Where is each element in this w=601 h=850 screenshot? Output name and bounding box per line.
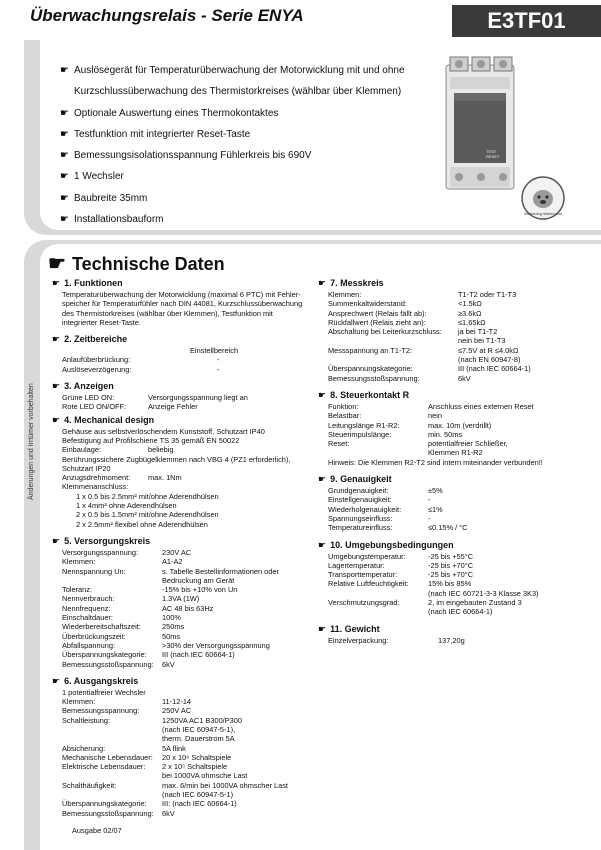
- pointing-hand-icon: ☛: [52, 414, 61, 425]
- section-heading: ☛ 1. Funktionen: [52, 278, 123, 288]
- section-heading: ☛ 6. Ausgangskreis: [52, 675, 139, 686]
- feature-text: Baubreite 35mm: [74, 192, 148, 204]
- pointing-hand-icon: ☛: [318, 474, 327, 485]
- pointing-hand-icon: ☛: [52, 675, 61, 686]
- edition-footer: Ausgabe 02/07: [72, 826, 122, 835]
- feature-item: [60, 81, 430, 102]
- right-column: [318, 273, 593, 645]
- section-heading: ☛ 8. Steuerkontakt R: [318, 389, 410, 400]
- pointing-hand-icon: ☛: [48, 253, 66, 275]
- side-note: Änderungen und Irrtümer vorbehalten: [28, 383, 35, 500]
- section-heading: ☛ 4. Mechanical design: [52, 414, 155, 425]
- feature-item: [60, 166, 430, 187]
- functions-text: Temperaturüberwachung der Motorwicklung (maximal 6 PTC) mit Fehler- speicher für Temperaturfühler nach DIN 44081, Kurzschlussüberwachung des Thermistorkreises (wählbar über Klemmen), Testfunktion mit integrierter Reset-Taste.: [62, 290, 303, 327]
- section-heading: ☛ 2. Zeitbereiche: [52, 334, 128, 345]
- pointing-hand-icon: ☛: [52, 535, 61, 546]
- pointing-hand-icon: ☛: [60, 150, 69, 162]
- section-heading: ☛ 7. Messkreis: [318, 278, 384, 288]
- time-ranges: Einstellbereich Anlaufüberbrückung: - Auslöseverzögerung: -: [62, 346, 239, 374]
- indicators: Grüne LED ON: Versorgungsspannung liegt an Rote LED ON/OFF: Anzeige Fehler: [62, 393, 248, 412]
- section-heading: ☛ 11. Gewicht: [318, 623, 380, 634]
- pointing-hand-icon: ☛: [318, 539, 327, 550]
- pointing-hand-icon: ☛: [52, 381, 61, 392]
- page-title: Überwachungsrelais - Serie ENYA: [30, 6, 304, 25]
- feature-item: [60, 124, 430, 145]
- section-heading: ☛ 9. Genauigkeit: [318, 474, 392, 485]
- section-heading: ☛ 5. Versorgungskreis: [52, 535, 151, 546]
- accuracy: Grundgenauigkeit: ±5% Einstellgenauigkeit: - Wiederholgenauigkeit: ≤1% Spannungseinfluss: - Temperatureinfluss: ≤0.15% / °C: [328, 486, 468, 533]
- pointing-hand-icon: ☛: [60, 192, 69, 204]
- section-title-text: Technische Daten: [71, 254, 225, 274]
- feature-text: 1 Wechsler: [74, 171, 124, 183]
- pointing-hand-icon: ☛: [60, 214, 69, 226]
- product-code: E3TF01: [452, 5, 601, 37]
- feature-text: Optionale Auswertung eines Thermokontaktes: [74, 107, 279, 119]
- feature-text: Installationsbauform: [74, 214, 164, 226]
- reset-label: RESET: [486, 154, 500, 159]
- pointing-hand-icon: ☛: [318, 278, 327, 288]
- feature-text: Testfunktion mit integrierter Reset-Taste: [74, 128, 251, 140]
- feature-text: Kurzschlussüberwachung des Thermistorkreises (wählbar über Klemmen): [74, 86, 402, 98]
- pointing-hand-icon: ☛: [60, 171, 69, 183]
- feature-text: Bemessungsisolationsspannung Fühlerkreis bis 690V: [74, 150, 312, 162]
- feature-item: [60, 103, 430, 124]
- feature-list: [60, 60, 430, 230]
- mechanical-design: Gehäuse aus selbstverlöschendem Kunststoff, Schutzart IP40 Befestigung auf Profilschiene TS 35 gemäß EN 50022 Einbaulage: beliebig Berührungssichere Zugbügelklemmen nach VBG 4 (PZ1 erforderlich), Schutzart IP20 Anzugsdrehmoment: max. 1Nm Klemmenanschluss: 1 x 0.5 bis 2.5mm² mit/ohne Aderendhülsen 1 x 4mm² ohne Aderendhülsen 2 x 0.5 bis 1.5mm² mit/ohne Aderendhülsen 2 x 2.5mm² flexibel ohne Aderendhülsen: [62, 426, 291, 529]
- test-label: TEST: [486, 149, 497, 154]
- feature-item: [60, 60, 430, 81]
- section-heading: ☛ 10. Umgebungsbedingungen: [318, 539, 454, 550]
- output-circuit: 1 potentialfreier Wechsler Klemmen: 11-12-14 Bemessungsspannung: 250V AC Schaltleistung: 1250VA AC1 B300/P300 (nach IEC 60947-5-1), therm. Dauerstrom 5A Absicherung: 5A flink Mechanische Lebensdauer: 20 x 10⁶ Schaltspiele Elektrische Lebensdauer: 2 x 10⁵ Schaltspiele bei 1000VA ohmsche Last Schalthäufigkeit: max. 6/min bei 1000VA ohmscher Last (nach IEC 60947-5-1) Überspannungskategorie: III: (nach IEC 60664-1) Bemessungsstoßspannung: 6kV: [62, 687, 288, 818]
- supply-circuit: Versorgungsspannung: 230V AC Klemmen: A1-A2 Nennspannung Un: s. Tabelle Bestellinformationen oder Bedruckung am Gerät Toleranz: -15% bis +10% von Un Nennverbrauch: 1.3VA (1W) Nennfrequenz: AC 48 bis 63Hz Einschaltdauer: 100% Wiederbereitschaftszeit: 250ms Überbrückungszeit: 50ms Abfallspannung: >30% der Versorgungsspannung Überspannungskategorie: III (nach IEC 60664-1) Bemessungsstoßspannung: 6kV: [62, 547, 279, 669]
- ambient-conditions: Umgebungstemperatur: -25 bis +55°C Lagertemperatur: -25 bis +70°C Transporttemperatur: -25 bis +70°C Relative Luftfeuchtigkeit: 15% bis 85% (nach IEC 60721-3-3 Klasse 3K3) Verschmutzungsgrad: 2, im eingebauten Zustand 3 (nach IEC 60664-1): [328, 551, 539, 617]
- relay-device-image: [440, 55, 520, 195]
- pointing-hand-icon: ☛: [318, 389, 327, 400]
- badge-text: Watchdog-World.com: [524, 211, 563, 216]
- pointing-hand-icon: ☛: [318, 623, 327, 634]
- control-contact: Funktion: Anschluss eines externen Reset Belastbar: nein Leitungslänge R1-R2: max. 10m (verdrillt) Steuerimpulslänge: min. 50ms Reset: potentialfreier Schließer, Klemmen R1-R2 Hinweis: Die Klemmen R2-T2 sind intern miteinander verbunden!!: [318, 402, 593, 467]
- watchdog-badge-logo: [520, 175, 566, 221]
- section-heading: ☛ 3. Anzeigen: [52, 381, 114, 392]
- pointing-hand-icon: ☛: [60, 107, 69, 119]
- feature-item: [60, 209, 430, 230]
- pointing-hand-icon: ☛: [52, 334, 61, 345]
- measuring-circuit: Klemmen: T1-T2 oder T1-T3 Summenkaltwiderstand: <1.5kΩ Ansprechwert (Relais fällt ab): ≥3.6kΩ Rückfallwert (Relais zieht an): ≤1.65kΩ Abschaltung bei Leiterkurzschluss: ja bei T1-T2 nein bei T1-T3 Messspannung an T1-T2: ≤7.5V at R ≤4.0kΩ (nach EN 60947-8) Überspannungskategorie: III (nach IEC 60664-1) Bemessungsstoßspannung: 6kV: [328, 290, 531, 383]
- left-column: [52, 273, 307, 818]
- pointing-hand-icon: ☛: [60, 128, 69, 140]
- hint-text: Hinweis: Die Klemmen R2-T2 sind intern miteinander verbunden!!: [328, 457, 543, 467]
- weight: Einzelverpackung: 137,20g: [328, 635, 465, 645]
- pointing-hand-icon: ☛: [52, 278, 61, 288]
- feature-item: [60, 188, 430, 209]
- feature-item: [60, 145, 430, 166]
- pointing-hand-icon: ☛: [60, 65, 69, 76]
- feature-text: Auslösegerät für Temperaturüberwachung der Motorwicklung mit und ohne: [74, 65, 405, 76]
